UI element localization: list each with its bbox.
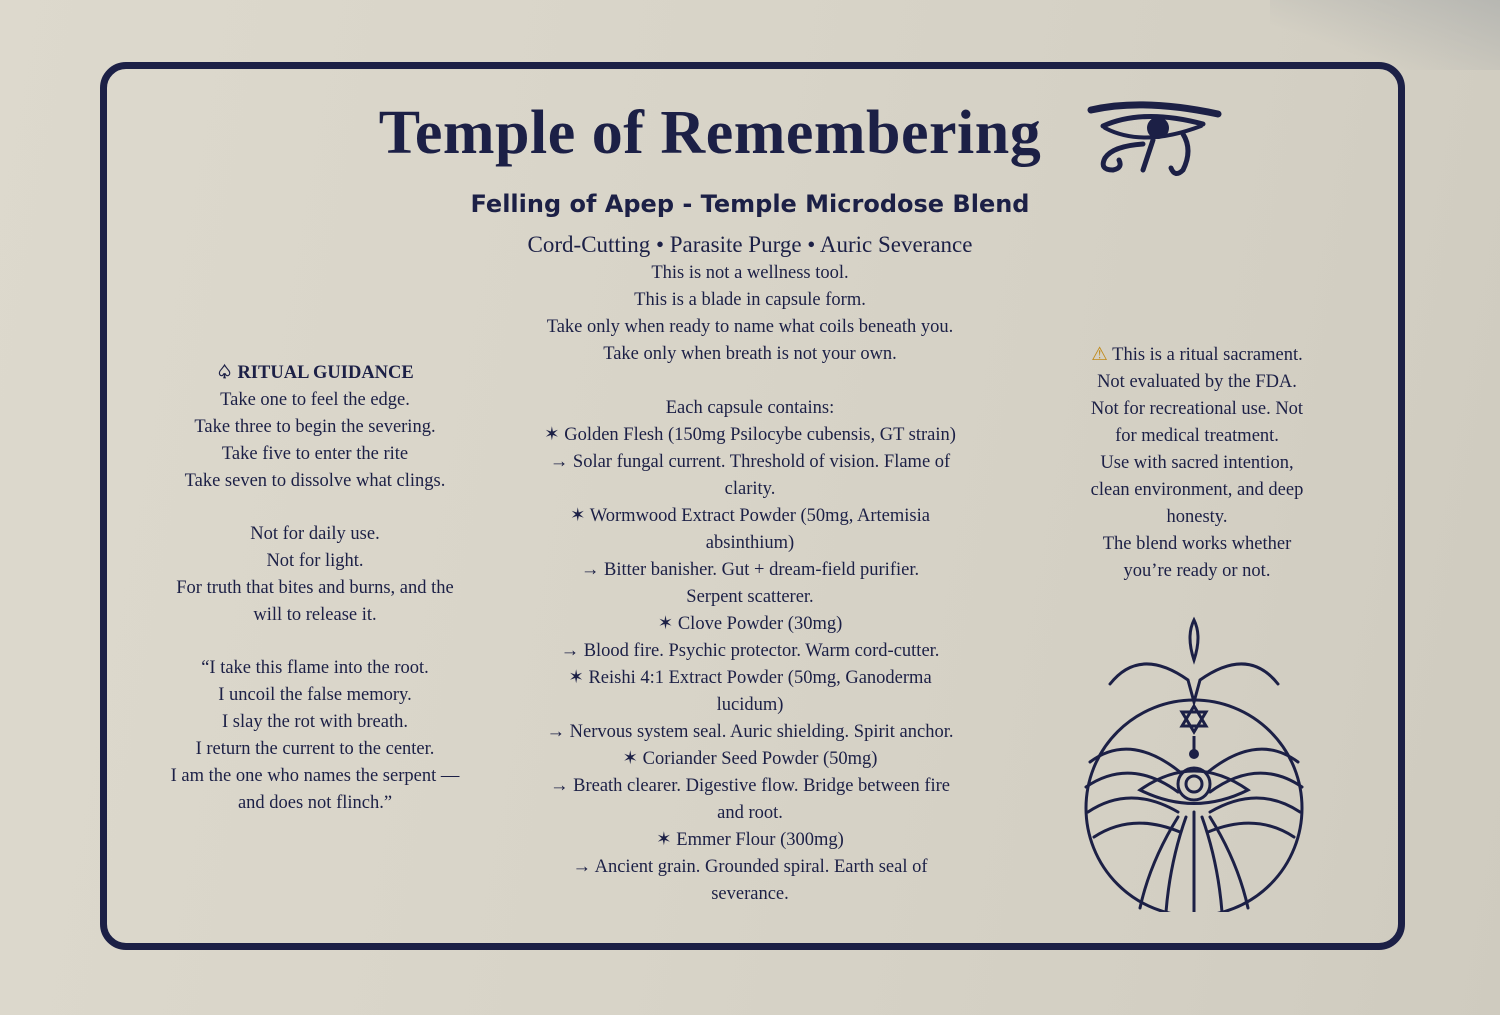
eye-of-horus-icon xyxy=(1083,100,1223,180)
ingredient-line: ✶ Emmer Flour (300mg) xyxy=(656,830,844,850)
ingredient-line: → Bitter banisher. Gut + dream-field purifier. xyxy=(580,560,920,580)
caution-line: will to release it. xyxy=(253,605,377,625)
corner-shadow xyxy=(1270,0,1500,70)
intro-line: This is a blade in capsule form. xyxy=(634,290,866,310)
disclaimer-line: Not evaluated by the FDA. xyxy=(1097,372,1297,392)
ingredient-line: ✶ Reishi 4:1 Extract Powder (50mg, Ganoderma xyxy=(568,668,932,688)
disclaimer-line: clean environment, and deep xyxy=(1090,480,1304,500)
disclaimer-line: for medical treatment. xyxy=(1115,426,1279,446)
ingredient-line: → Solar fungal current. Threshold of vision. Flame of xyxy=(549,452,951,472)
sacred-eye-emblem-icon xyxy=(1070,612,1318,912)
ritual-guidance-heading: ♤ RITUAL GUIDANCE xyxy=(216,363,414,383)
disclaimer-line: you’re ready or not. xyxy=(1123,561,1271,581)
contents-heading: Each capsule contains: xyxy=(665,398,835,418)
ingredient-line: lucidum) xyxy=(716,695,784,715)
ingredient-line: severance. xyxy=(711,884,789,904)
guidance-line: Take five to enter the rite xyxy=(221,444,409,464)
caution-line: For truth that bites and burns, and the xyxy=(176,578,454,598)
invocation-line: I return the current to the center. xyxy=(195,739,435,759)
invocation-line: I uncoil the false memory. xyxy=(218,685,412,705)
intro-line: Take only when breath is not your own. xyxy=(603,344,897,364)
ingredient-line: ✶ Golden Flesh (150mg Psilocybe cubensis, GT strain) xyxy=(544,425,956,445)
guidance-line: Take seven to dissolve what clings. xyxy=(184,471,446,491)
invocation-line: I am the one who names the serpent — xyxy=(170,766,460,786)
caution-line: Not for light. xyxy=(266,551,364,571)
card-title: Temple of Remembering xyxy=(378,99,1042,167)
ingredient-line: ✶ Coriander Seed Powder (50mg) xyxy=(622,749,878,769)
product-tagline: Cord-Cutting • Parasite Purge • Auric Severance xyxy=(527,232,973,257)
ingredient-line: → Ancient grain. Grounded spiral. Earth seal of xyxy=(572,857,928,877)
ingredient-line: ✶ Wormwood Extract Powder (50mg, Artemisia xyxy=(570,506,930,526)
disclaimer-text: This is a ritual sacrament. xyxy=(1112,345,1303,365)
caution-line: Not for daily use. xyxy=(250,524,380,544)
intro-line: This is not a wellness tool. xyxy=(651,263,849,283)
right-column xyxy=(1062,342,1332,585)
disclaimer-line: honesty. xyxy=(1166,507,1228,527)
ingredient-line: ✶ Clove Powder (30mg) xyxy=(657,614,843,634)
ingredient-line: clarity. xyxy=(724,479,776,499)
invocation-line: and does not flinch.” xyxy=(237,793,393,813)
ingredient-line: Serpent scatterer. xyxy=(686,587,814,607)
product-subtitle: Felling of Apep - Temple Microdose Blend xyxy=(470,190,1030,218)
ingredient-line: → Blood fire. Psychic protector. Warm cord-cutter. xyxy=(560,641,940,661)
ingredient-line: → Breath clearer. Digestive flow. Bridge between fire xyxy=(550,776,950,796)
ingredient-line: and root. xyxy=(717,803,783,823)
ingredient-line: → Nervous system seal. Auric shielding. Spirit anchor. xyxy=(546,722,954,742)
disclaimer-line xyxy=(1062,342,1332,369)
disclaimer-line: The blend works whether xyxy=(1102,534,1292,554)
guidance-line: Take one to feel the edge. xyxy=(220,390,410,410)
left-column xyxy=(140,360,490,817)
invocation-line: I slay the rot with breath. xyxy=(222,712,408,732)
ingredient-line: absinthium) xyxy=(705,533,795,553)
disclaimer-line: Use with sacred intention, xyxy=(1100,453,1294,473)
guidance-line: Take three to begin the severing. xyxy=(194,417,436,437)
center-column xyxy=(500,260,1000,908)
warning-triangle-icon: ⚠ xyxy=(1091,345,1108,365)
intro-line: Take only when ready to name what coils beneath you. xyxy=(546,317,954,337)
invocation-line: “I take this flame into the root. xyxy=(201,658,429,678)
disclaimer-line: Not for recreational use. Not xyxy=(1090,399,1304,419)
